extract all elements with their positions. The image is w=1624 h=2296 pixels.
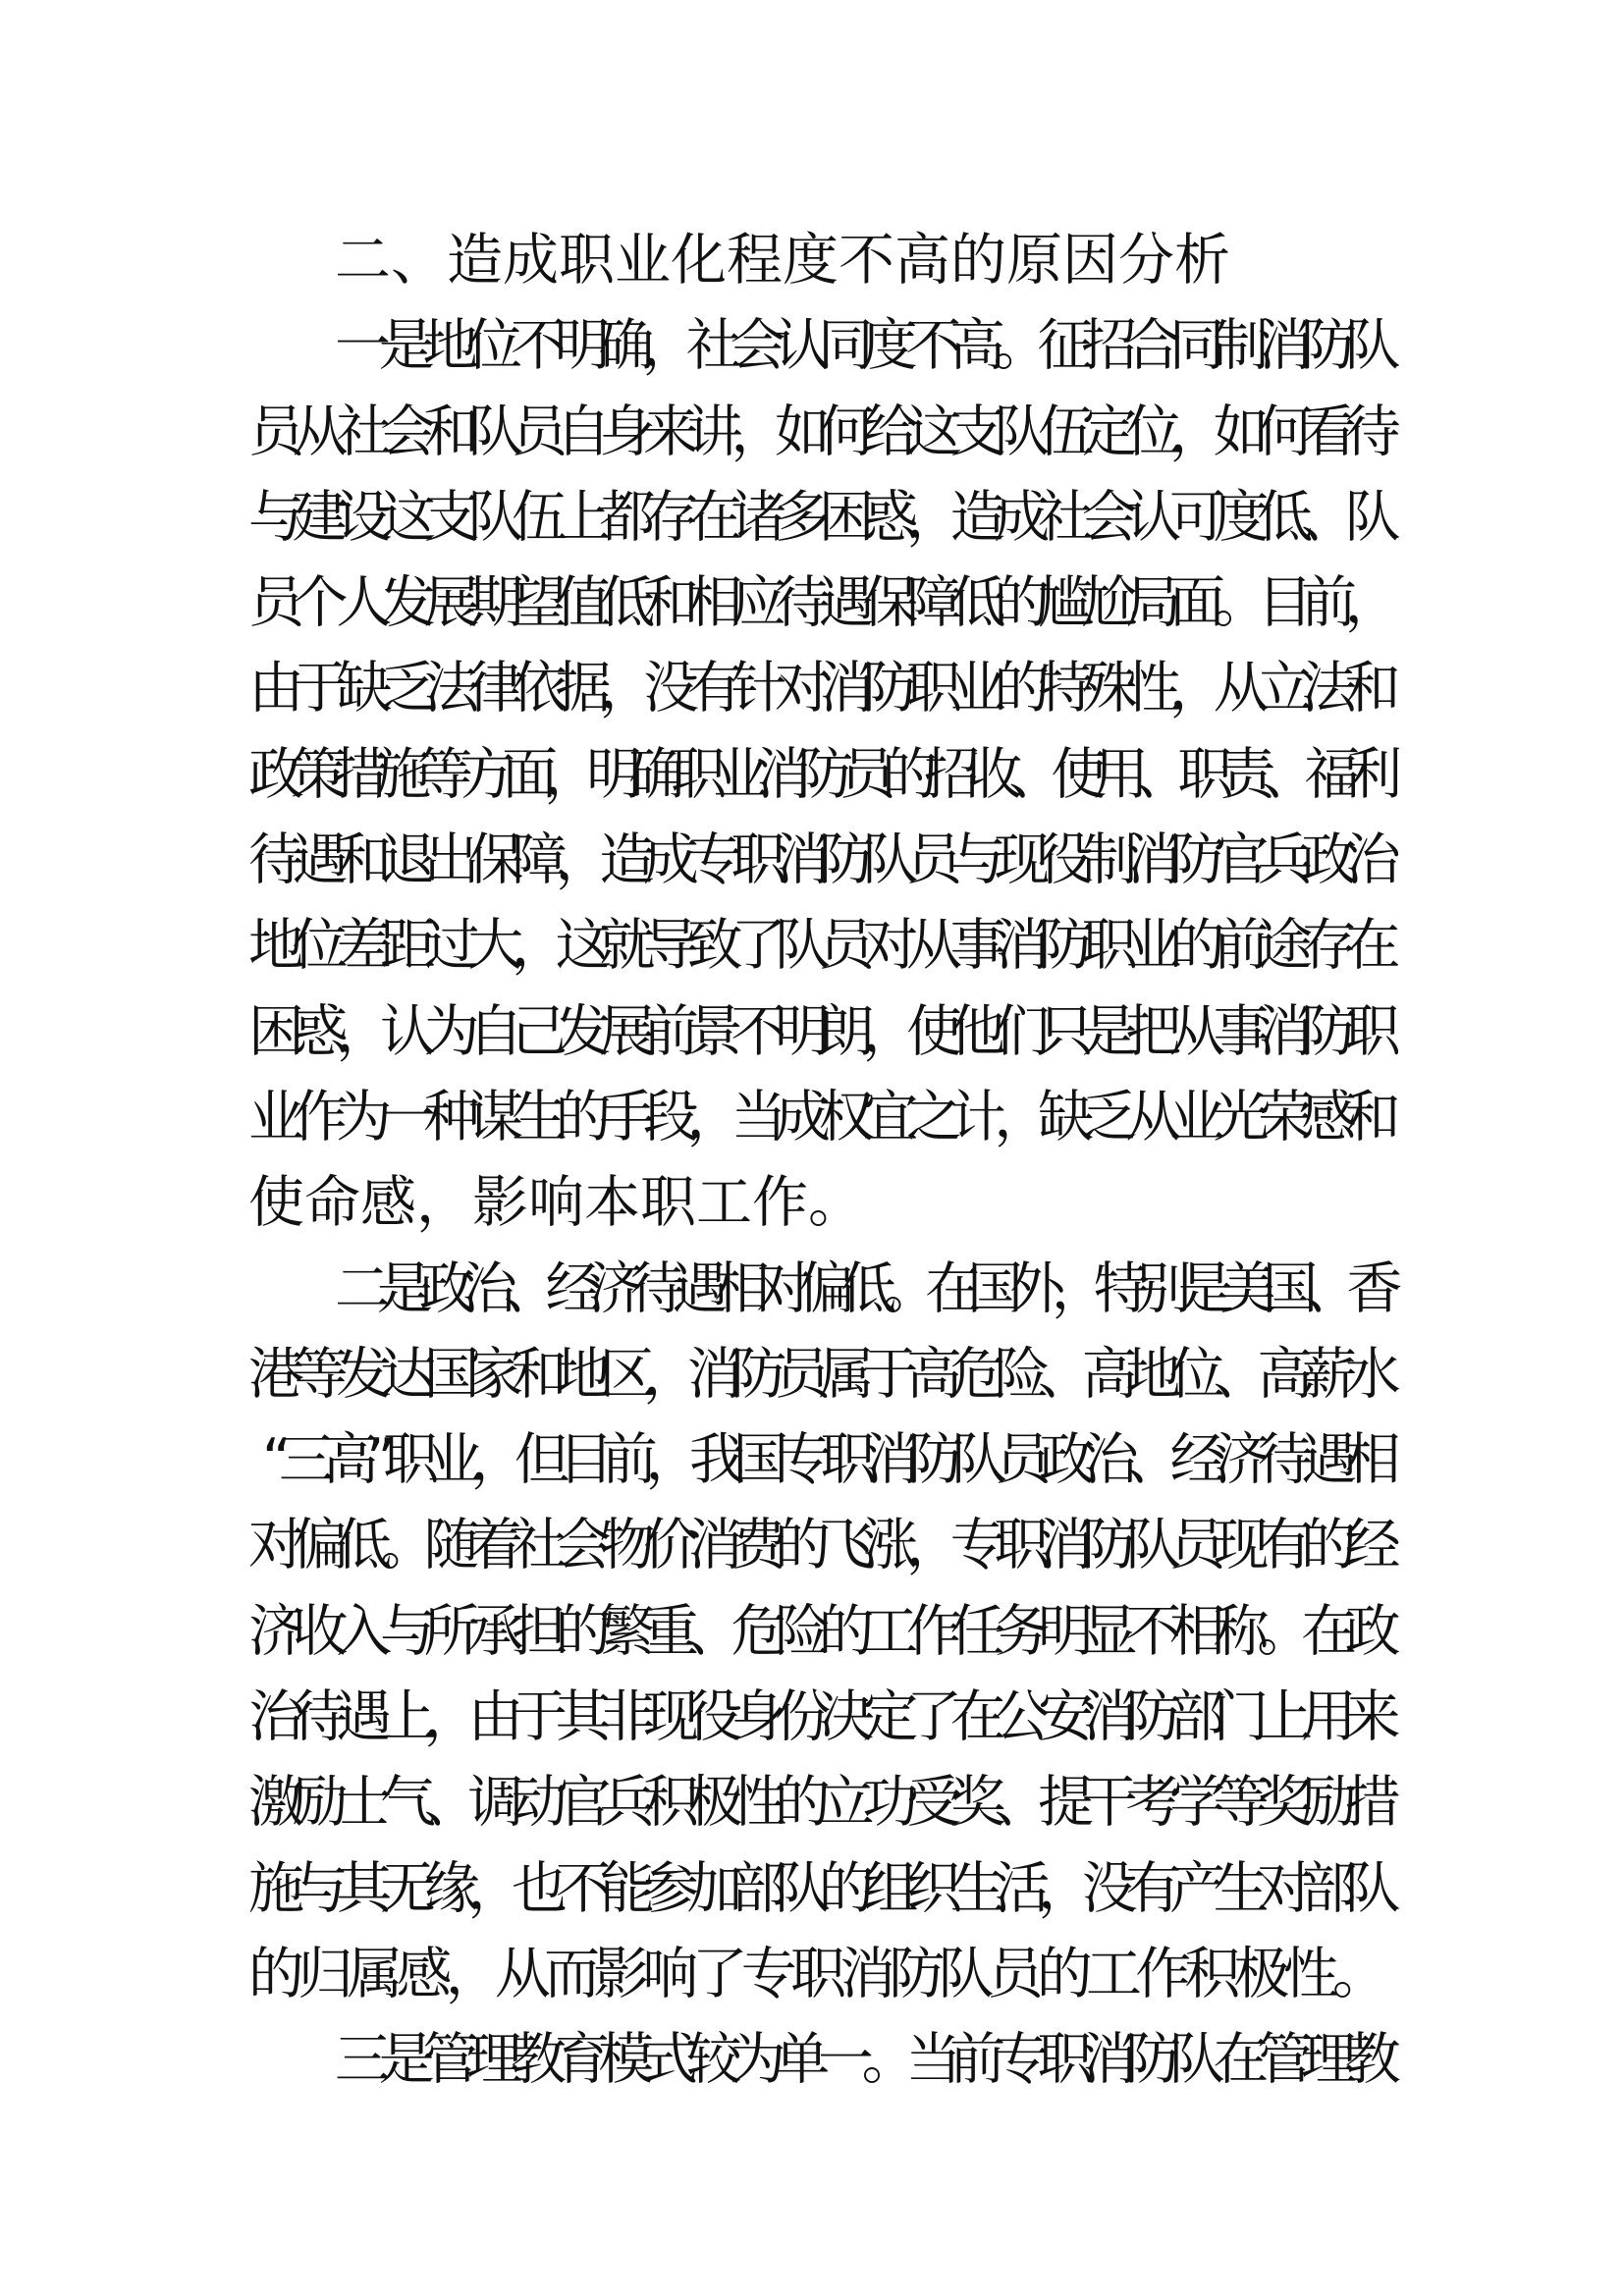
paragraph-line: 困惑，认为自己发展前景不明朗，使他们只是把从事消防职	[248, 998, 1388, 1064]
paragraph-line: 员个人发展期望值低和相应待遇保障低的尴尬局面。目前，	[248, 570, 1388, 636]
paragraph-line: 使命感，影响本职工作。	[248, 1170, 864, 1236]
paragraph-line: 政策措施等方面，明确职业消防员的招收、使用、职责、福利	[248, 741, 1388, 807]
paragraph-status-unclear	[248, 303, 1388, 1246]
paragraph-line: 济收入与所承担的繁重、危险的工作任务明显不相称。在政	[248, 1598, 1388, 1664]
paragraph-line: 治待遇上，由于其非现役身份决定了在公安消防部门上用来	[248, 1684, 1388, 1750]
paragraph-line: “三高”职业，但目前，我国专职消防队员政治、经济待遇相	[262, 1427, 1388, 1493]
paragraph-line: 施与其无缘，也不能参加部队的组织生活，没有产生对部队	[248, 1855, 1388, 1921]
paragraph-line: 员从社会和队员自身来讲，如何给这支队伍定位，如何看待	[248, 399, 1388, 464]
paragraph-line: 业作为一种谋生的手段，当成权宜之计，缺乏从业光荣感和	[248, 1084, 1388, 1149]
paragraph-low-treatment	[248, 1247, 1388, 2018]
paragraph-line: 对偏低。随着社会物价消费的飞涨，专职消防队员现有的经	[248, 1513, 1388, 1578]
paragraph-line: 地位差距过大，这就导致了队员对从事消防职业的前途存在	[248, 913, 1388, 979]
paragraph-line: 的归属感，从而影响了专职消防队员的工作积极性。	[248, 1941, 1382, 2006]
paragraph-line: 三是管理教育模式较为单一。当前专职消防队在管理教	[335, 2027, 1388, 2093]
paragraph-line: 激励士气、调动官兵积极性的立功受奖、提干考学等奖励措	[248, 1770, 1388, 1836]
paragraph-management-model	[248, 2017, 1388, 2103]
paragraph-line: 一是地位不明确，社会认同度不高。征招合同制消防队	[335, 313, 1388, 379]
document-page	[248, 218, 1388, 2104]
paragraph-line: 待遇和退出保障，造成专职消防队员与现役制消防官兵政治	[248, 828, 1388, 893]
paragraph-line: 与建设这支队伍上都存在诸多困惑，造成社会认可度低、队	[248, 484, 1388, 550]
paragraph-line: 二是政治、经济待遇相对偏低。在国外，特别是美国、香	[335, 1255, 1388, 1321]
paragraph-line: 由于缺乏法律依据，没有针对消防职业的特殊性，从立法和	[248, 656, 1388, 721]
section-heading: 二、造成职业化程度不高的原因分析	[335, 228, 1230, 293]
paragraph-line: 港等发达国家和地区，消防员属于高危险、高地位、高薪水	[248, 1341, 1388, 1407]
